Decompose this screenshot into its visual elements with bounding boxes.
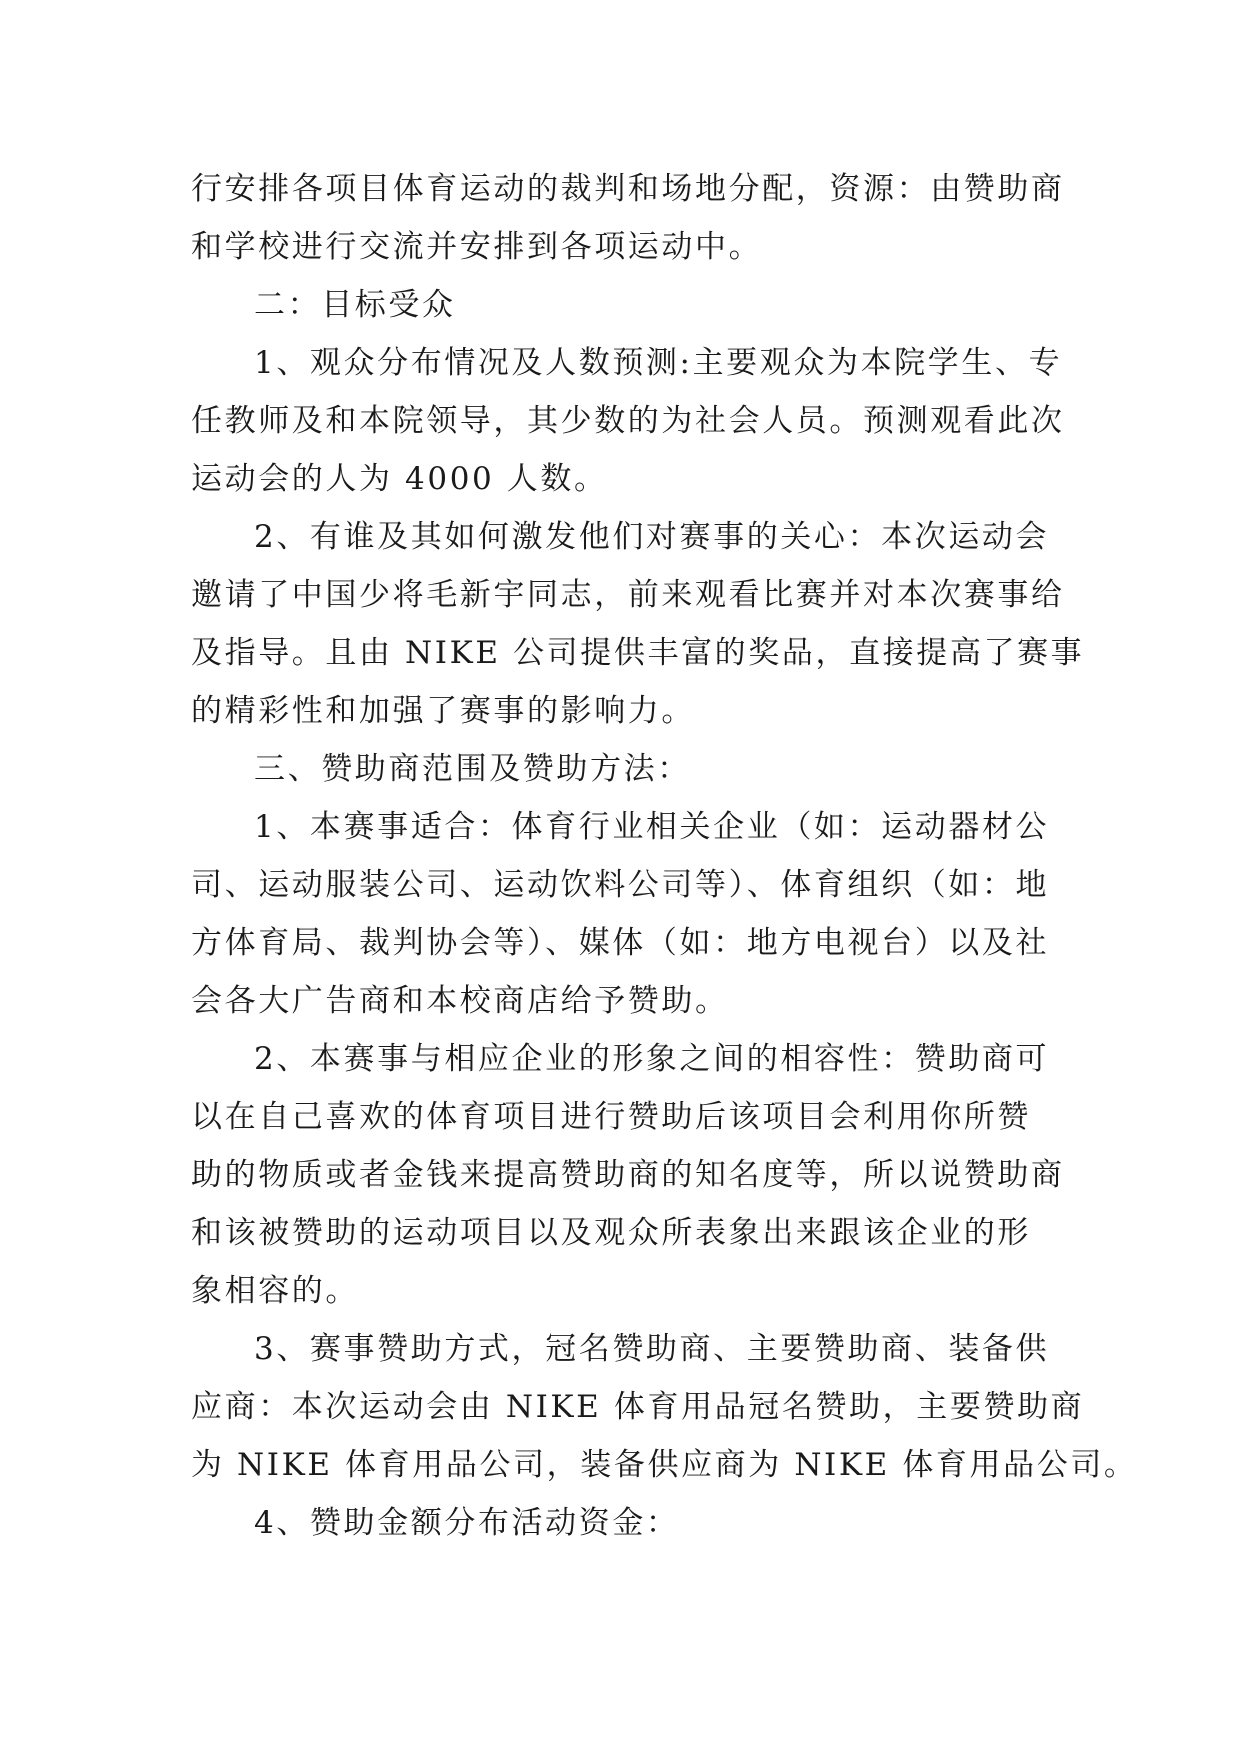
text-line: 2、本赛事与相应企业的形象之间的相容性：赞助商可 <box>254 1041 1050 1077</box>
text-line: 任教师及和本院领导，其少数的为社会人员。预测观看此次 <box>191 403 1065 439</box>
text-line: 及指导。且由 NIKE 公司提供丰富的奖品，直接提高了赛事 <box>191 635 1085 671</box>
text-line: 行安排各项目体育运动的裁判和场地分配，资源：由赞助商 <box>191 171 1065 207</box>
text-line: 运动会的人为 4000 人数。 <box>191 461 608 497</box>
text-line: 4、赞助金额分布活动资金： <box>254 1505 680 1541</box>
text-line: 为 NIKE 体育用品公司，装备供应商为 NIKE 体育用品公司。 <box>191 1447 1138 1483</box>
section-heading: 二：目标受众 <box>254 287 456 323</box>
text-line: 司、运动服装公司、运动饮料公司等）、体育组织（如：地 <box>191 867 1050 903</box>
document-body <box>191 160 1138 1552</box>
text-line: 应商：本次运动会由 NIKE 体育用品冠名赞助，主要赞助商 <box>191 1389 1085 1425</box>
text-line: 助的物质或者金钱来提高赞助商的知名度等，所以说赞助商 <box>191 1157 1065 1193</box>
text-line: 方体育局、裁判协会等）、媒体（如：地方电视台）以及社 <box>191 925 1050 961</box>
text-line: 1、观众分布情况及人数预测:主要观众为本院学生、专 <box>254 345 1063 381</box>
text-line: 和学校进行交流并安排到各项运动中。 <box>191 229 763 265</box>
text-line: 2、有谁及其如何激发他们对赛事的关心：本次运动会 <box>254 519 1050 555</box>
text-line: 的精彩性和加强了赛事的影响力。 <box>191 693 695 729</box>
text-line: 和该被赞助的运动项目以及观众所表象出来跟该企业的形 <box>191 1215 1031 1251</box>
text-line: 3、赛事赞助方式，冠名赞助商、主要赞助商、装备供 <box>254 1331 1050 1367</box>
text-line: 象相容的。 <box>191 1273 359 1309</box>
text-line: 邀请了中国少将毛新宇同志，前来观看比赛并对本次赛事给 <box>191 577 1065 613</box>
text-line: 1、本赛事适合：体育行业相关企业（如：运动器材公 <box>254 809 1050 845</box>
text-line: 以在自己喜欢的体育项目进行赞助后该项目会利用你所赞 <box>191 1099 1031 1135</box>
text-line: 会各大广告商和本校商店给予赞助。 <box>191 983 729 1019</box>
section-heading: 三、赞助商范围及赞助方法： <box>254 751 691 787</box>
